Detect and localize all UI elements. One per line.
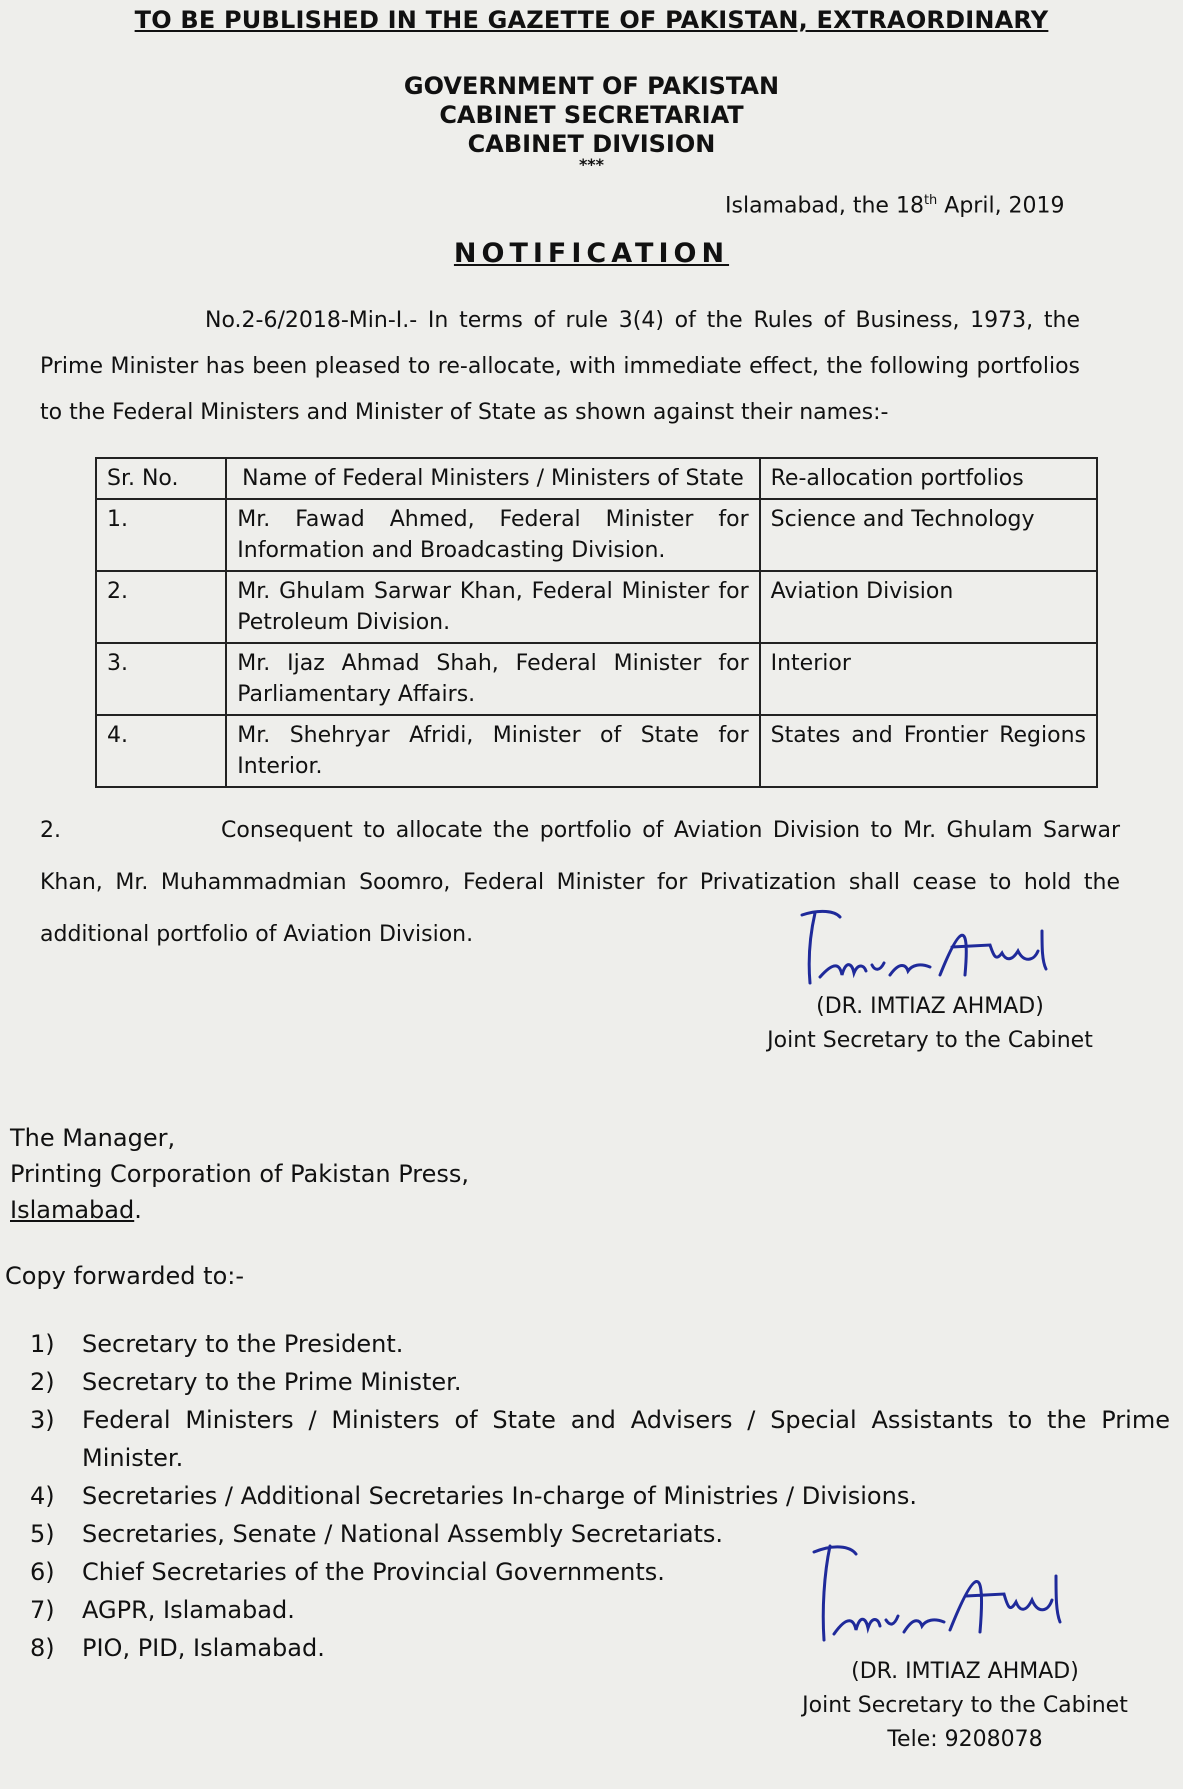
row-sr-no: 2. xyxy=(96,571,226,643)
telephone-number: Tele: 9208078 xyxy=(887,1727,1043,1752)
portfolio-table xyxy=(95,457,1098,788)
row-minister-name: Mr. Fawad Ahmed, Federal Minister for Information and Broadcasting Division. xyxy=(226,499,759,571)
signature-block-2 xyxy=(750,1655,1180,1757)
signature-block-1 xyxy=(720,990,1140,1058)
recipient-line-3: Islamabad. xyxy=(10,1196,142,1224)
list-item: 1) Secretary to the President. xyxy=(30,1330,404,1358)
column-header-sr-no: Sr. No. xyxy=(96,458,226,499)
notification-paragraph-2: 2. Consequent to allocate the portfolio of Aviation Division to Mr. Ghulam Sarwar Khan, Mr. Muhammadmian Soomro, Federal Minister for Privatization shall cease to hold the additional portfolio of Aviation Division. xyxy=(40,818,1120,947)
row-portfolio: States and Frontier Regions xyxy=(760,715,1097,787)
government-heading: GOVERNMENT OF PAKISTAN xyxy=(403,72,780,100)
notification-paragraph-1: No.2-6/2018-Min-I.- In terms of rule 3(4) of the Rules of Business, 1973, the Prime Minister has been pleased to re-allocate, with immediate effect, the following portfolios to the Federal Ministers and Minister of State as shown against their names:- xyxy=(40,308,1080,425)
table-header-row xyxy=(96,458,1097,499)
row-portfolio: Science and Technology xyxy=(760,499,1097,571)
table-row xyxy=(96,715,1097,787)
list-item: 5) Secretaries, Senate / National Assembly Secretariats. xyxy=(30,1520,724,1548)
issue-date: Islamabad, the 18th April, 2019 xyxy=(725,193,1065,219)
table-row xyxy=(96,499,1097,571)
recipient-address xyxy=(10,1120,469,1228)
row-minister-name: Mr. Ghulam Sarwar Khan, Federal Minister for Petroleum Division. xyxy=(226,571,759,643)
row-portfolio: Interior xyxy=(760,643,1097,715)
signatory-name: (DR. IMTIAZ AHMAD) xyxy=(851,1659,1079,1684)
list-item: 6) Chief Secretaries of the Provincial Governments. xyxy=(30,1558,665,1586)
row-sr-no: 4. xyxy=(96,715,226,787)
list-item: 4) Secretaries / Additional Secretaries In-charge of Ministries / Divisions. xyxy=(30,1482,917,1510)
list-item: 2) Secretary to the Prime Minister. xyxy=(30,1368,462,1396)
gazette-heading: TO BE PUBLISHED IN THE GAZETTE OF PAKISTAN, EXTRAORDINARY xyxy=(134,6,1049,34)
signature-image xyxy=(790,1540,1090,1654)
list-item: 3) Federal Ministers / Ministers of State and Advisers / Special Assistants to the Prime Minister. xyxy=(30,1406,1170,1472)
copy-forwarded-heading: Copy forwarded to:- xyxy=(5,1262,244,1290)
table-row xyxy=(96,643,1097,715)
division-heading: CABINET DIVISION xyxy=(467,130,716,158)
signatory-name: (DR. IMTIAZ AHMAD) xyxy=(816,994,1044,1019)
row-sr-no: 3. xyxy=(96,643,226,715)
list-item: 7) AGPR, Islamabad. xyxy=(30,1596,295,1624)
signature-image xyxy=(780,905,1080,999)
row-minister-name: Mr. Ijaz Ahmad Shah, Federal Minister for Parliamentary Affairs. xyxy=(226,643,759,715)
separator-stars: *** xyxy=(578,155,605,174)
column-header-portfolio: Re-allocation portfolios xyxy=(760,458,1097,499)
recipient-line-2: Printing Corporation of Pakistan Press, xyxy=(10,1160,470,1188)
list-item: 8) PIO, PID, Islamabad. xyxy=(30,1634,325,1662)
row-sr-no: 1. xyxy=(96,499,226,571)
table-row xyxy=(96,571,1097,643)
page-title: NOTIFICATION xyxy=(453,238,730,269)
paragraph-number: 2. xyxy=(40,818,61,843)
row-portfolio: Aviation Division xyxy=(760,571,1097,643)
secretariat-heading: CABINET SECRETARIAT xyxy=(439,101,744,129)
signatory-designation: Joint Secretary to the Cabinet xyxy=(767,1028,1093,1053)
column-header-name: Name of Federal Ministers / Ministers of State xyxy=(226,458,759,499)
signatory-designation: Joint Secretary to the Cabinet xyxy=(802,1693,1128,1718)
row-minister-name: Mr. Shehryar Afridi, Minister of State for Interior. xyxy=(226,715,759,787)
recipient-line-1: The Manager, xyxy=(10,1124,176,1152)
